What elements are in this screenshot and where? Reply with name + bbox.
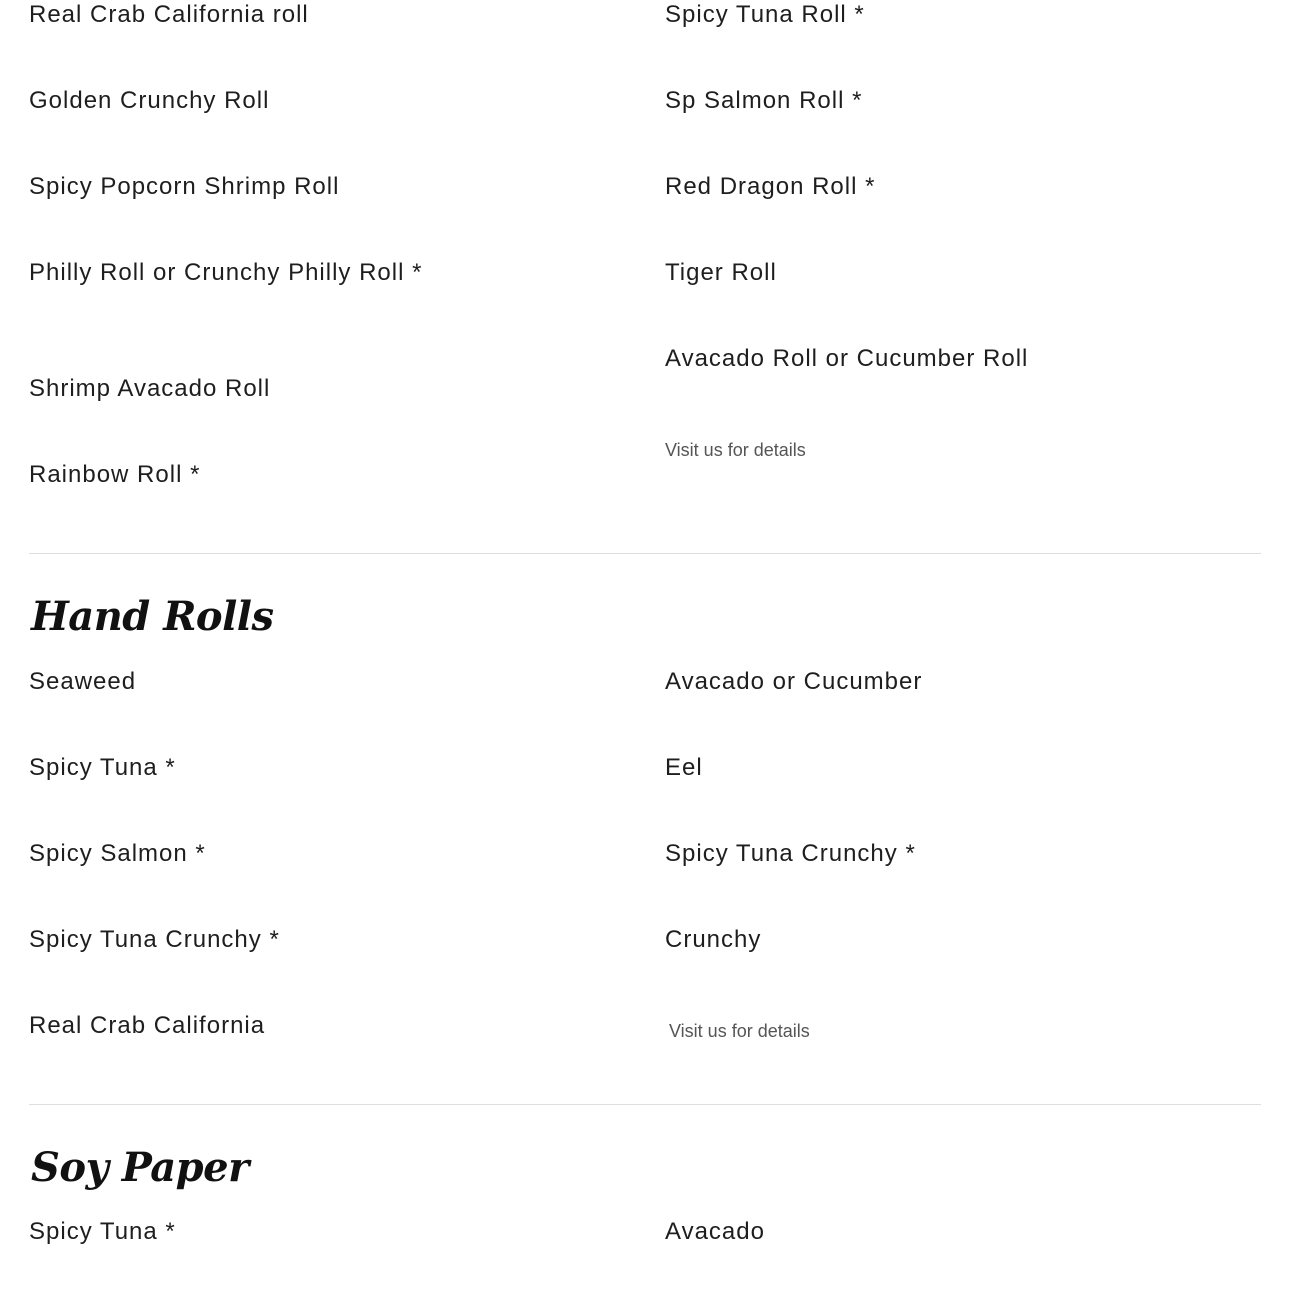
menu-item: Spicy Tuna * [29, 1218, 176, 1245]
menu-item: Shrimp Avacado Roll [29, 375, 271, 402]
details-note: Visit us for details [665, 440, 806, 460]
menu-item: Spicy Popcorn Shrimp Roll [29, 173, 340, 200]
menu-item: Avacado [665, 1218, 765, 1245]
details-note: Visit us for details [669, 1021, 810, 1041]
menu-item: Real Crab California roll [29, 1, 309, 28]
section-title: Soy Paper [31, 1144, 249, 1191]
menu-item: Spicy Tuna * [29, 754, 176, 781]
section-divider [29, 553, 1261, 554]
menu-item: Crunchy [665, 926, 762, 953]
menu-item: Avacado or Cucumber [665, 668, 923, 695]
section-divider [29, 1104, 1261, 1105]
menu-item: Spicy Salmon * [29, 840, 206, 867]
menu-item: Real Crab California [29, 1012, 266, 1039]
menu-item: Tiger Roll [665, 259, 777, 286]
menu-item: Philly Roll or Crunchy Philly Roll * [29, 259, 423, 286]
menu-item: Spicy Tuna Roll * [665, 1, 865, 28]
menu-item: Red Dragon Roll * [665, 173, 876, 200]
menu-item: Sp Salmon Roll * [665, 87, 863, 114]
section-title: Hand Rolls [31, 593, 274, 640]
menu-item: Spicy Tuna Crunchy * [29, 926, 280, 953]
menu-item: Rainbow Roll * [29, 461, 201, 488]
menu-item: Golden Crunchy Roll [29, 87, 270, 114]
menu-item: Seaweed [29, 668, 137, 695]
menu-item: Spicy Tuna Crunchy * [665, 840, 916, 867]
menu-item: Eel [665, 754, 703, 781]
menu-item: Avacado Roll or Cucumber Roll [665, 345, 1029, 372]
